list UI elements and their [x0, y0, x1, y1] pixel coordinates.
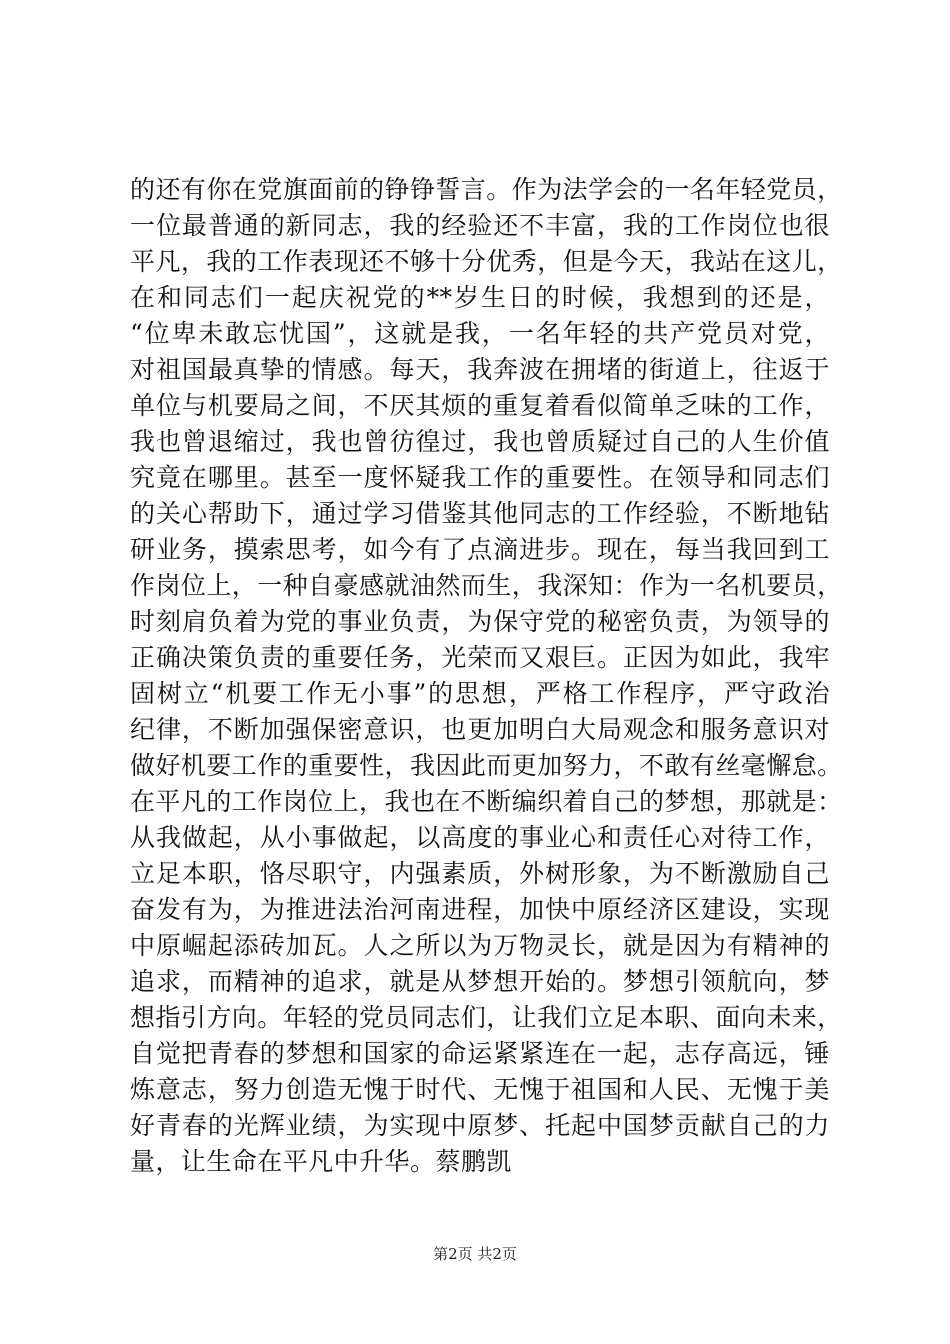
- text-line: 单位与机要局之间，不厌其烦的重复着看似简单乏味的工作，: [130, 391, 830, 420]
- text-line: “位卑未敢忘忧国”，这就是我，一名年轻的共产党员对党，: [130, 319, 830, 348]
- text-line: 自觉把青春的梦想和国家的命运紧紧连在一起，志存高远，锤: [130, 1039, 830, 1068]
- text-line: 好青春的光辉业绩，为实现中原梦、托起中国梦贡献自己的力: [130, 1111, 830, 1140]
- text-line: 作岗位上，一种自豪感就油然而生，我深知：作为一名机要员，: [130, 571, 843, 600]
- text-line: 的还有你在党旗面前的铮铮誓言。作为法学会的一名年轻党员，: [130, 175, 843, 204]
- text-line: 一位最普通的新同志，我的经验还不丰富，我的工作岗位也很: [130, 211, 830, 240]
- text-line: 固树立“机要工作无小事”的思想，严格工作程序，严守政治: [130, 679, 830, 708]
- text-line: 奋发有为，为推进法治河南进程，加快中原经济区建设，实现: [130, 895, 830, 924]
- text-line: 从我做起，从小事做起，以高度的事业心和责任心对待工作，: [130, 823, 830, 852]
- text-line: 的关心帮助下，通过学习借鉴其他同志的工作经验，不断地钻: [130, 499, 830, 528]
- text-line: 在平凡的工作岗位上，我也在不断编织着自己的梦想，那就是：: [130, 787, 843, 816]
- text-line: 想指引方向。年轻的党员同志们，让我们立足本职、面向未来，: [130, 1003, 843, 1032]
- text-line: 追求，而精神的追求，就是从梦想开始的。梦想引领航向，梦: [130, 967, 830, 996]
- text-line: 纪律，不断加强保密意识，也更加明白大局观念和服务意识对: [130, 715, 830, 744]
- page-footer: 第2页 共2页: [433, 1245, 517, 1263]
- text-line: 在和同志们一起庆祝党的**岁生日的时候，我想到的还是，: [130, 283, 830, 312]
- text-line: 对祖国最真挚的情感。每天，我奔波在拥堵的街道上，往返于: [130, 355, 830, 384]
- text-line-last: 量，让生命在平凡中升华。蔡鹏凯: [130, 1147, 512, 1176]
- text-line: 研业务，摸索思考，如今有了点滴进步。现在，每当我回到工: [130, 535, 830, 564]
- text-line: 时刻肩负着为党的事业负责，为保守党的秘密负责，为领导的: [130, 607, 830, 636]
- text-line: 炼意志，努力创造无愧于时代、无愧于祖国和人民、无愧于美: [130, 1075, 830, 1104]
- text-line: 立足本职，恪尽职守，内强素质，外树形象，为不断激励自己: [130, 859, 830, 888]
- text-line: 正确决策负责的重要任务，光荣而又艰巨。正因为如此，我牢: [130, 643, 830, 672]
- text-line: 中原崛起添砖加瓦。人之所以为万物灵长，就是因为有精神的: [130, 931, 830, 960]
- text-line: 做好机要工作的重要性，我因此而更加努力，不敢有丝毫懈怠。: [130, 751, 843, 780]
- body-text: [130, 172, 843, 1180]
- text-line: 究竟在哪里。甚至一度怀疑我工作的重要性。在领导和同志们: [130, 463, 830, 492]
- text-line: 平凡，我的工作表现还不够十分优秀，但是今天，我站在这儿，: [130, 247, 843, 276]
- text-line: 我也曾退缩过，我也曾彷徨过，我也曾质疑过自己的人生价值: [130, 427, 830, 456]
